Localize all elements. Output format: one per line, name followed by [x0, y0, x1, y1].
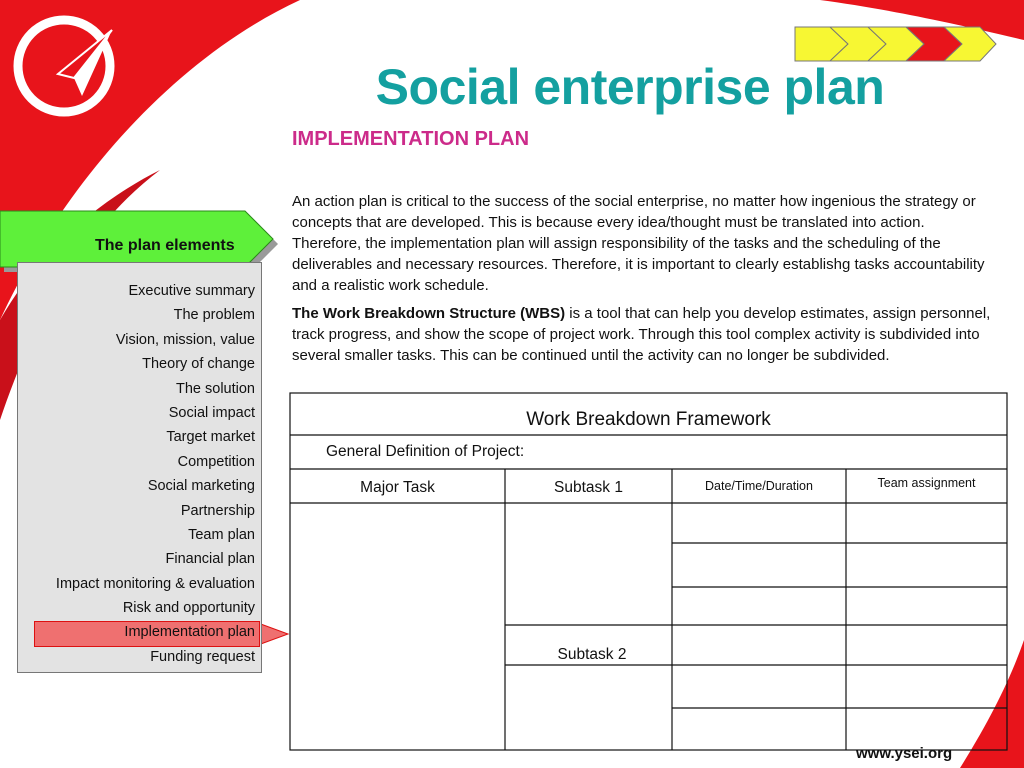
wbs-term: The Work Breakdown Structure (WBS): [292, 305, 566, 322]
wbs-header-major-task: Major Task: [360, 479, 435, 496]
plan-element-vision-mission-value[interactable]: Vision, mission, value: [115, 331, 255, 348]
plan-element-team-plan[interactable]: Team plan: [188, 526, 255, 543]
plan-element-impact-monitoring[interactable]: Impact monitoring & evaluation: [55, 575, 255, 592]
plan-element-theory-of-change[interactable]: Theory of change: [142, 356, 255, 373]
wbs-header-subtask-1: Subtask 1: [554, 479, 623, 496]
plan-element-competition[interactable]: Competition: [177, 453, 255, 470]
wbs-header-date-time-duration: Date/Time/Duration: [705, 479, 813, 493]
plan-element-the-solution[interactable]: The solution: [176, 380, 255, 397]
wbs-description: is a tool that can help you develop estimates, assign personnel, track progress, and show the scope of project work. Through this tool complex activity is subdivided into several smaller tasks. This can be continued until the activity can no longer be subdivided.: [292, 305, 991, 364]
plan-element-the-problem[interactable]: The problem: [173, 307, 255, 324]
plan-element-implementation-plan-active[interactable]: Implementation plan: [124, 624, 255, 641]
plan-element-funding-request[interactable]: Funding request: [150, 648, 255, 665]
plan-element-risk-and-opportunity[interactable]: Risk and opportunity: [122, 600, 255, 617]
plan-elements-heading: The plan elements: [95, 237, 235, 254]
wbs-subtask-2-label: Subtask 2: [557, 646, 627, 663]
plan-element-target-market[interactable]: Target market: [166, 429, 255, 446]
slide-subtitle: IMPLEMENTATION PLAN: [292, 128, 530, 150]
plan-element-social-marketing[interactable]: Social marketing: [147, 478, 255, 495]
wbs-header-team-assignment: Team assignment: [877, 476, 976, 490]
plan-element-partnership[interactable]: Partnership: [180, 502, 255, 519]
wbs-table-title: Work Breakdown Framework: [526, 409, 771, 430]
slide-title: Social enterprise plan: [375, 59, 885, 115]
wbs-definition-label: General Definition of Project:: [326, 443, 525, 460]
footer-url[interactable]: www.ysei.org: [856, 745, 953, 762]
plan-element-executive-summary[interactable]: Executive summary: [128, 283, 255, 299]
intro-paragraph: An action plan is critical to the success of the social enterprise, no matter how ingenious the strategy or concepts that are developed. This is because every idea/thought must be translated into action. Therefore, the implementation plan will assign responsibility of the tasks and the scheduling of the deliverables and necessary resources. Therefore, it is important to clearly establishg tasks accountability and a realistic work schedule.: [292, 193, 985, 294]
plan-element-financial-plan[interactable]: Financial plan: [165, 551, 255, 568]
plan-element-social-impact[interactable]: Social impact: [168, 404, 255, 421]
